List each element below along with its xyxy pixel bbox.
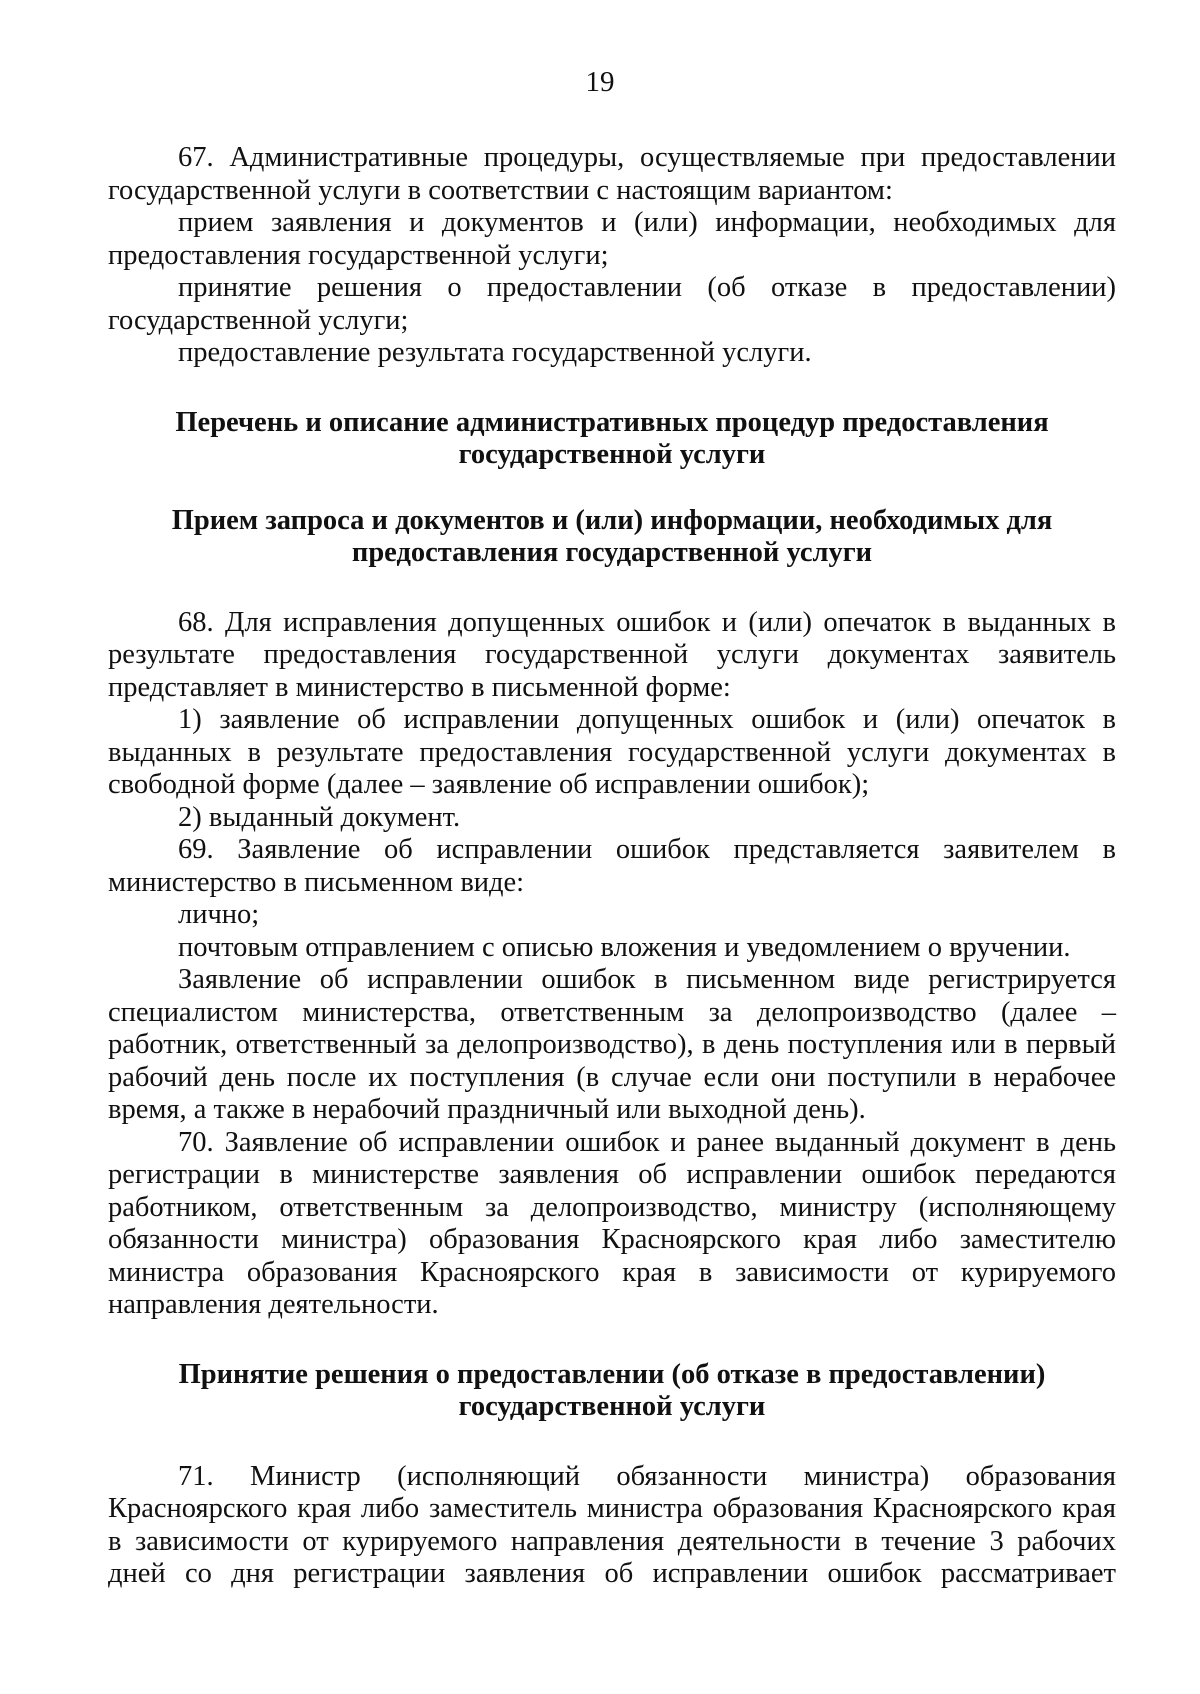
spacer	[108, 570, 1116, 607]
paragraph-71: 71. Министр (исполняющий обязанности министра) образования Красноярского края либо заместитель министра образования Красноярского края в зависимости от курируемого направления деятельности в течение 3 рабочих дней со дня регистрации заявления об исправлении ошибок рассматривает	[108, 1460, 1116, 1589]
spacer	[108, 472, 1116, 505]
list-item-decision: принятие решения о предоставлении (об отказе в предоставлении) государственной услуги;	[108, 272, 1116, 336]
paragraph-69-by-mail: почтовым отправлением с описью вложения и уведомлением о вручении.	[178, 931, 1071, 963]
spacer	[108, 1322, 1116, 1359]
spacer	[108, 1424, 1116, 1461]
subsection-heading-decision: Принятие решения о предоставлении (об отказе в предоставлении) государственной услуги	[178, 1358, 1046, 1422]
list-item-provide-result: предоставление результата государственной услуги.	[178, 337, 812, 368]
list-item-receive-application: прием заявления и документов и (или) информации, необходимых для предоставления государственной услуги;	[108, 207, 1116, 271]
paragraph-68-item-2: 2) выданный документ.	[178, 801, 461, 833]
spacer	[108, 370, 1116, 407]
paragraph-69: 69. Заявление об исправлении ошибок представляется заявителем в министерство в письменном виде:	[108, 834, 1116, 898]
subsection-heading-reception: Прием запроса и документов и (или) информации, необходимых для предоставления государственной услуги	[171, 504, 1053, 568]
document-body	[108, 142, 1116, 1591]
paragraph-69-in-person: лично;	[178, 899, 260, 930]
paragraph-68: 68. Для исправления допущенных ошибок и (или) опечаток в выданных в результате предоставления государственной услуги документах заявитель представляет в министерство в письменной форме:	[108, 606, 1116, 703]
paragraph-68-item-1: 1) заявление об исправлении допущенных ошибок и (или) опечаток в выданных в результате предоставления государственной услуги документах в свободной форме (далее – заявление об исправлении ошибок);	[108, 704, 1116, 800]
paragraph-67: 67. Административные процедуры, осуществляемые при предоставлении государственной услуги в соответствии с настоящим вариантом:	[108, 142, 1116, 206]
paragraph-69-registration: Заявление об исправлении ошибок в письменном виде регистрируется специалистом министерства, ответственным за делопроизводство (далее – работник, ответственный за делопроизводство), в день поступления или в первый рабочий день после их поступления (в случае если они поступили в нерабочее время, а также в нерабочий праздничный или выходной день).	[108, 964, 1116, 1125]
section-heading-procedures: Перечень и описание административных процедур предоставления государственной услуги	[175, 406, 1049, 470]
page-number: 19	[585, 66, 615, 98]
paragraph-70: 70. Заявление об исправлении ошибок и ранее выданный документ в день регистрации в министерстве заявления об исправлении ошибок передаются работником, ответственным за делопроизводство, министру (исполняющему обязанности министра) образования Красноярского края либо заместителю министра образования Красноярского края в зависимости от курируемого направления деятельности.	[108, 1126, 1116, 1320]
